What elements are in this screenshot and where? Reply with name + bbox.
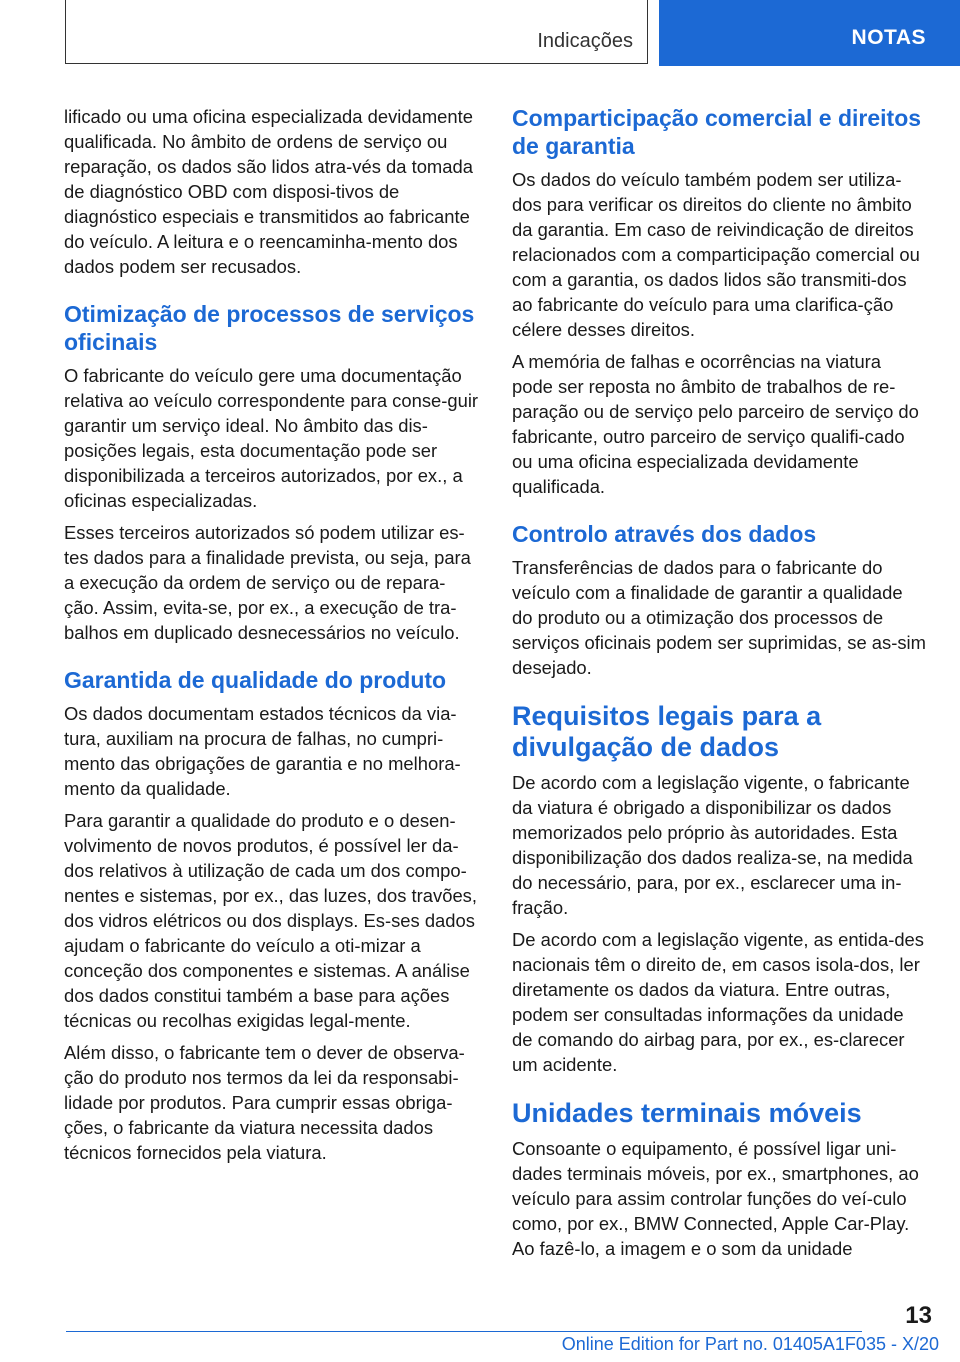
paragraph: Além disso, o fabricante tem o dever de observa-ção do produto nos termos da lei da responsabi-lidade por produtos. Para cumprir essas obriga-ções, o fabricante da viatura necessita dados técnicos fornecidos pela viatura. [64,1042,465,1163]
footer-divider [66,1331,862,1332]
paragraph: lificado ou uma oficina especializada devidamente qualificada. No âmbito de ordens de serviço ou reparação, os dados são lidos atra-vés da tomada de diagnóstico OBD com disposi-tivos de diagnóstico especiais e transmitidos ao fabricante do veículo. A leitura e o reencaminha-mento dos dados podem ser recusados. [64,106,473,277]
paragraph: Os dados documentam estados técnicos da via-tura, auxiliam na procura de falhas, no cumpri-mento das obrigações de garantia e no melhora-mento da qualidade. [64,703,461,799]
edition-link[interactable]: Online Edition for Part no. 01405A1F035 - X/20 [561,1334,939,1354]
paragraph: Esses terceiros autorizados só podem utilizar es-tes dados para a finalidade prevista, ou seja, para a execução da ordem de serviço ou de repara-ção. Assim, evita-se, por ex., a execução de tra-balhos em duplicado desnecessários no veículo. [64,522,471,643]
heading-controlo: Controlo através dos dados [512,521,817,547]
heading-comparticipacao: Comparticipação comercial e direitos de garantia [512,105,922,159]
paragraph: Transferências de dados para o fabricante do veículo com a finalidade de garantir a qualidade do produto ou a otimização dos processos de serviços oficinais podem ser suprimidas, se as-sim desejado. [512,557,926,678]
paragraph: O fabricante do veículo gere uma documentação relativa ao veículo correspondente para conse-guir garantir um serviço ideal. No âmbito das dis-posições legais, esta documentação pode ser disponibilizada a terceiros autorizados, por ex., a oficinas especializadas. [64,365,479,511]
right-column [512,104,927,1268]
paragraph: Consoante o equipamento, é possível ligar uni-dades terminais móveis, por ex., smartphones, ao veículo para assim controlar funções do veí-culo como, por ex., BMW Connected, Apple Car-Play. Ao fazê-lo, a imagem e o som da unidade [512,1138,919,1259]
section-label: Indicações [537,30,633,52]
heading-garantida: Garantida de qualidade do produto [64,667,447,693]
paragraph: A memória de falhas e ocorrências na viatura pode ser reposta no âmbito de trabalhos de re-paração ou de serviço pelo parceiro de serviço do fabricante, outro parceiro de serviço qualifi-cado ou uma oficina especializada devidamente qualificada. [512,351,919,497]
heading-unidades: Unidades terminais móveis [512,1098,862,1128]
header-frame [65,0,648,64]
paragraph: De acordo com a legislação vigente, o fabricante da viatura é obrigado a disponibilizar os dados memorizados pelo próprio às autoridades. Esta disponibilização dos dados realiza-se, na medida do necessário, para, por ex., esclarecer uma in-fração. [512,772,913,918]
chapter-tab[interactable]: NOTAS [659,0,960,66]
paragraph: Os dados do veículo também podem ser utiliza-dos para verificar os direitos do cliente no âmbito da garantia. Em caso de reivindicação de direitos relacionados com a comparticipação comercial ou com a garantia, os dados lidos são transmiti-dos ao fabricante do veículo para uma clarifica-ção célere desses direitos. [512,169,920,340]
heading-requisitos: Requisitos legais para a divulgação de dados [512,701,822,762]
page-number: 13 [905,1302,932,1329]
left-column [64,104,479,1172]
paragraph: Para garantir a qualidade do produto e o desen-volvimento de novos produtos, é possível ler da-dos relativos à utilização de cada um dos compo-nentes e sistemas, por ex., das luzes, dos travões, dos vidros elétricos ou dos displays. Es-ses dados ajudam o fabricante do veículo a oti-mizar a conceção dos componentes e sistemas. A análise dos dados constitui também a base para ações técnicas ou recolhas exigidas legal-mente. [64,810,477,1031]
paragraph: De acordo com a legislação vigente, as entida-des nacionais têm o direito de, em casos isola-dos, ler diretamente os dados da viatura. Entre outras, podem ser consultadas informações da unidade de comando do airbag para, por ex., es-clarecer um acidente. [512,929,924,1075]
heading-otimizacao: Otimização de processos de serviços oficinais [64,301,475,355]
